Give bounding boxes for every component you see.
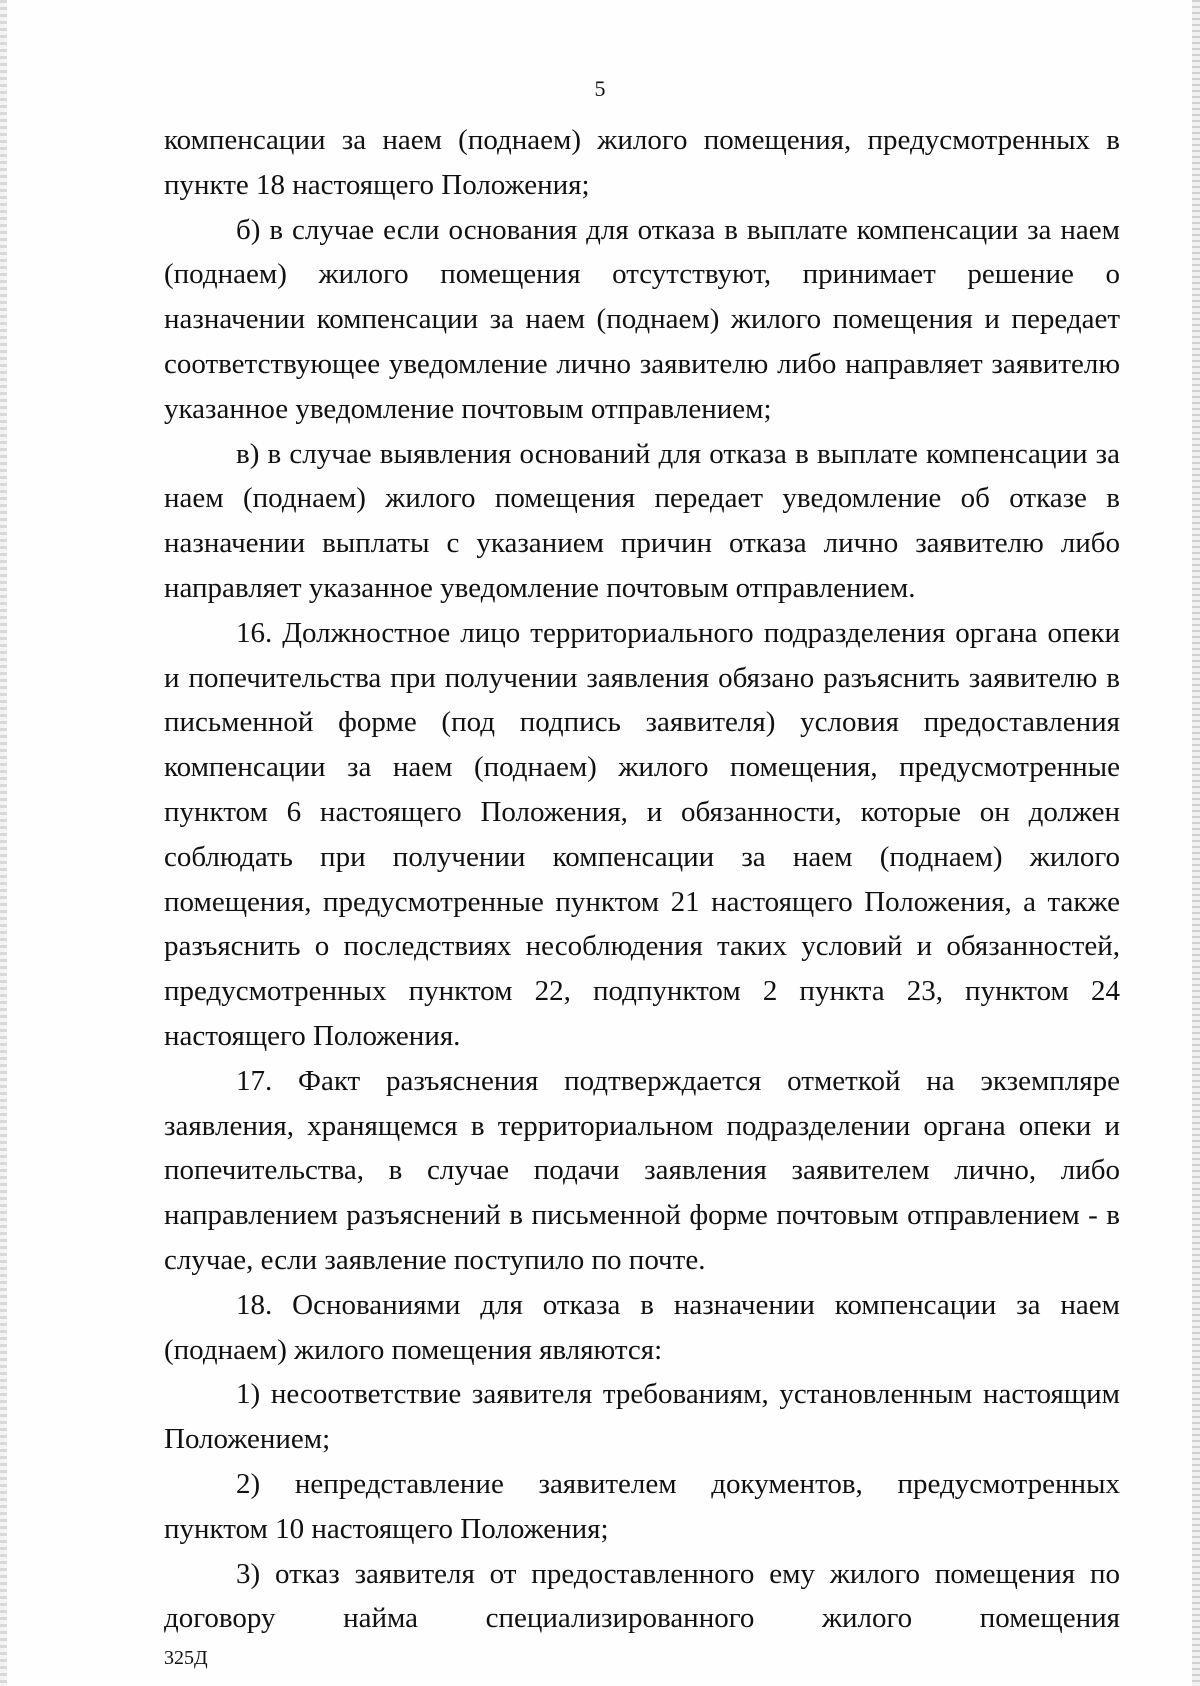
subitem-b: б) в случае если основания для отказа в выплате компенсации за наем (поднаем) жилого помещения отсутствуют, принимает решение о назначении компенсации за наем (поднаем) жилого помещения и передает соответствующее уведомление лично заявителю либо направляет заявителю указанное уведомление почтовым отправлением; — [164, 213, 1120, 425]
scan-edge-right — [1192, 0, 1200, 1686]
subitem-v: в) в случае выявления оснований для отказа в выплате компенсации за наем (поднаем) жилого помещения передает уведомление об отказе в назначении выплаты с указанием причин отказа лично заявителю либо направляет указанное уведомление почтовым отправлением. — [164, 437, 1120, 604]
paragraph-continuation: компенсации за наем (поднаем) жилого помещения, предусмотренных в пункте 18 настоящего Положения; — [164, 124, 1120, 201]
document-body — [164, 118, 1120, 1641]
clause-18-item-3: 3) отказ заявителя от предоставленного ему жилого помещения по договору найма специализированного жилого помещения — [164, 1557, 1120, 1635]
clause-18-item-1: 1) несоответствие заявителя требованиям, установленным настоящим Положением; — [164, 1378, 1120, 1456]
clause-18: 18. Основаниями для отказа в назначении компенсации за наем (поднаем) жилого помещения являются: — [164, 1288, 1120, 1366]
page-number: 5 — [594, 76, 606, 101]
scan-edge-left — [0, 0, 7, 1686]
document-code: 325Д — [164, 1647, 208, 1669]
clause-17: 17. Факт разъяснения подтверждается отметкой на экземпляре заявления, хранящемся в территориальном подразделении органа опеки и попечительства, в случае подачи заявления заявителем лично, либо направлением разъяснений в письменной форме почтовым отправлением - в случае, если заявление поступило по почте. — [164, 1064, 1120, 1276]
clause-18-item-2: 2) непредставление заявителем документов, предусмотренных пунктом 10 настоящего Положения; — [164, 1467, 1120, 1545]
clause-16: 16. Должностное лицо территориального подразделения органа опеки и попечительства при получении заявления обязано разъяснить заявителю в письменной форме (под подпись заявителя) условия предоставления компенсации за наем (поднаем) жилого помещения, предусмотренные пунктом 6 настоящего Положения, и обязанности, которые он должен соблюдать при получении компенсации за наем (поднаем) жилого помещения, предусмотренные пунктом 21 настоящего Положения, а также разъяснить о последствиях несоблюдения таких условий и обязанностей, предусмотренных пунктом 22, подпунктом 2 пункта 23, пунктом 24 настоящего Положения. — [164, 616, 1120, 1052]
